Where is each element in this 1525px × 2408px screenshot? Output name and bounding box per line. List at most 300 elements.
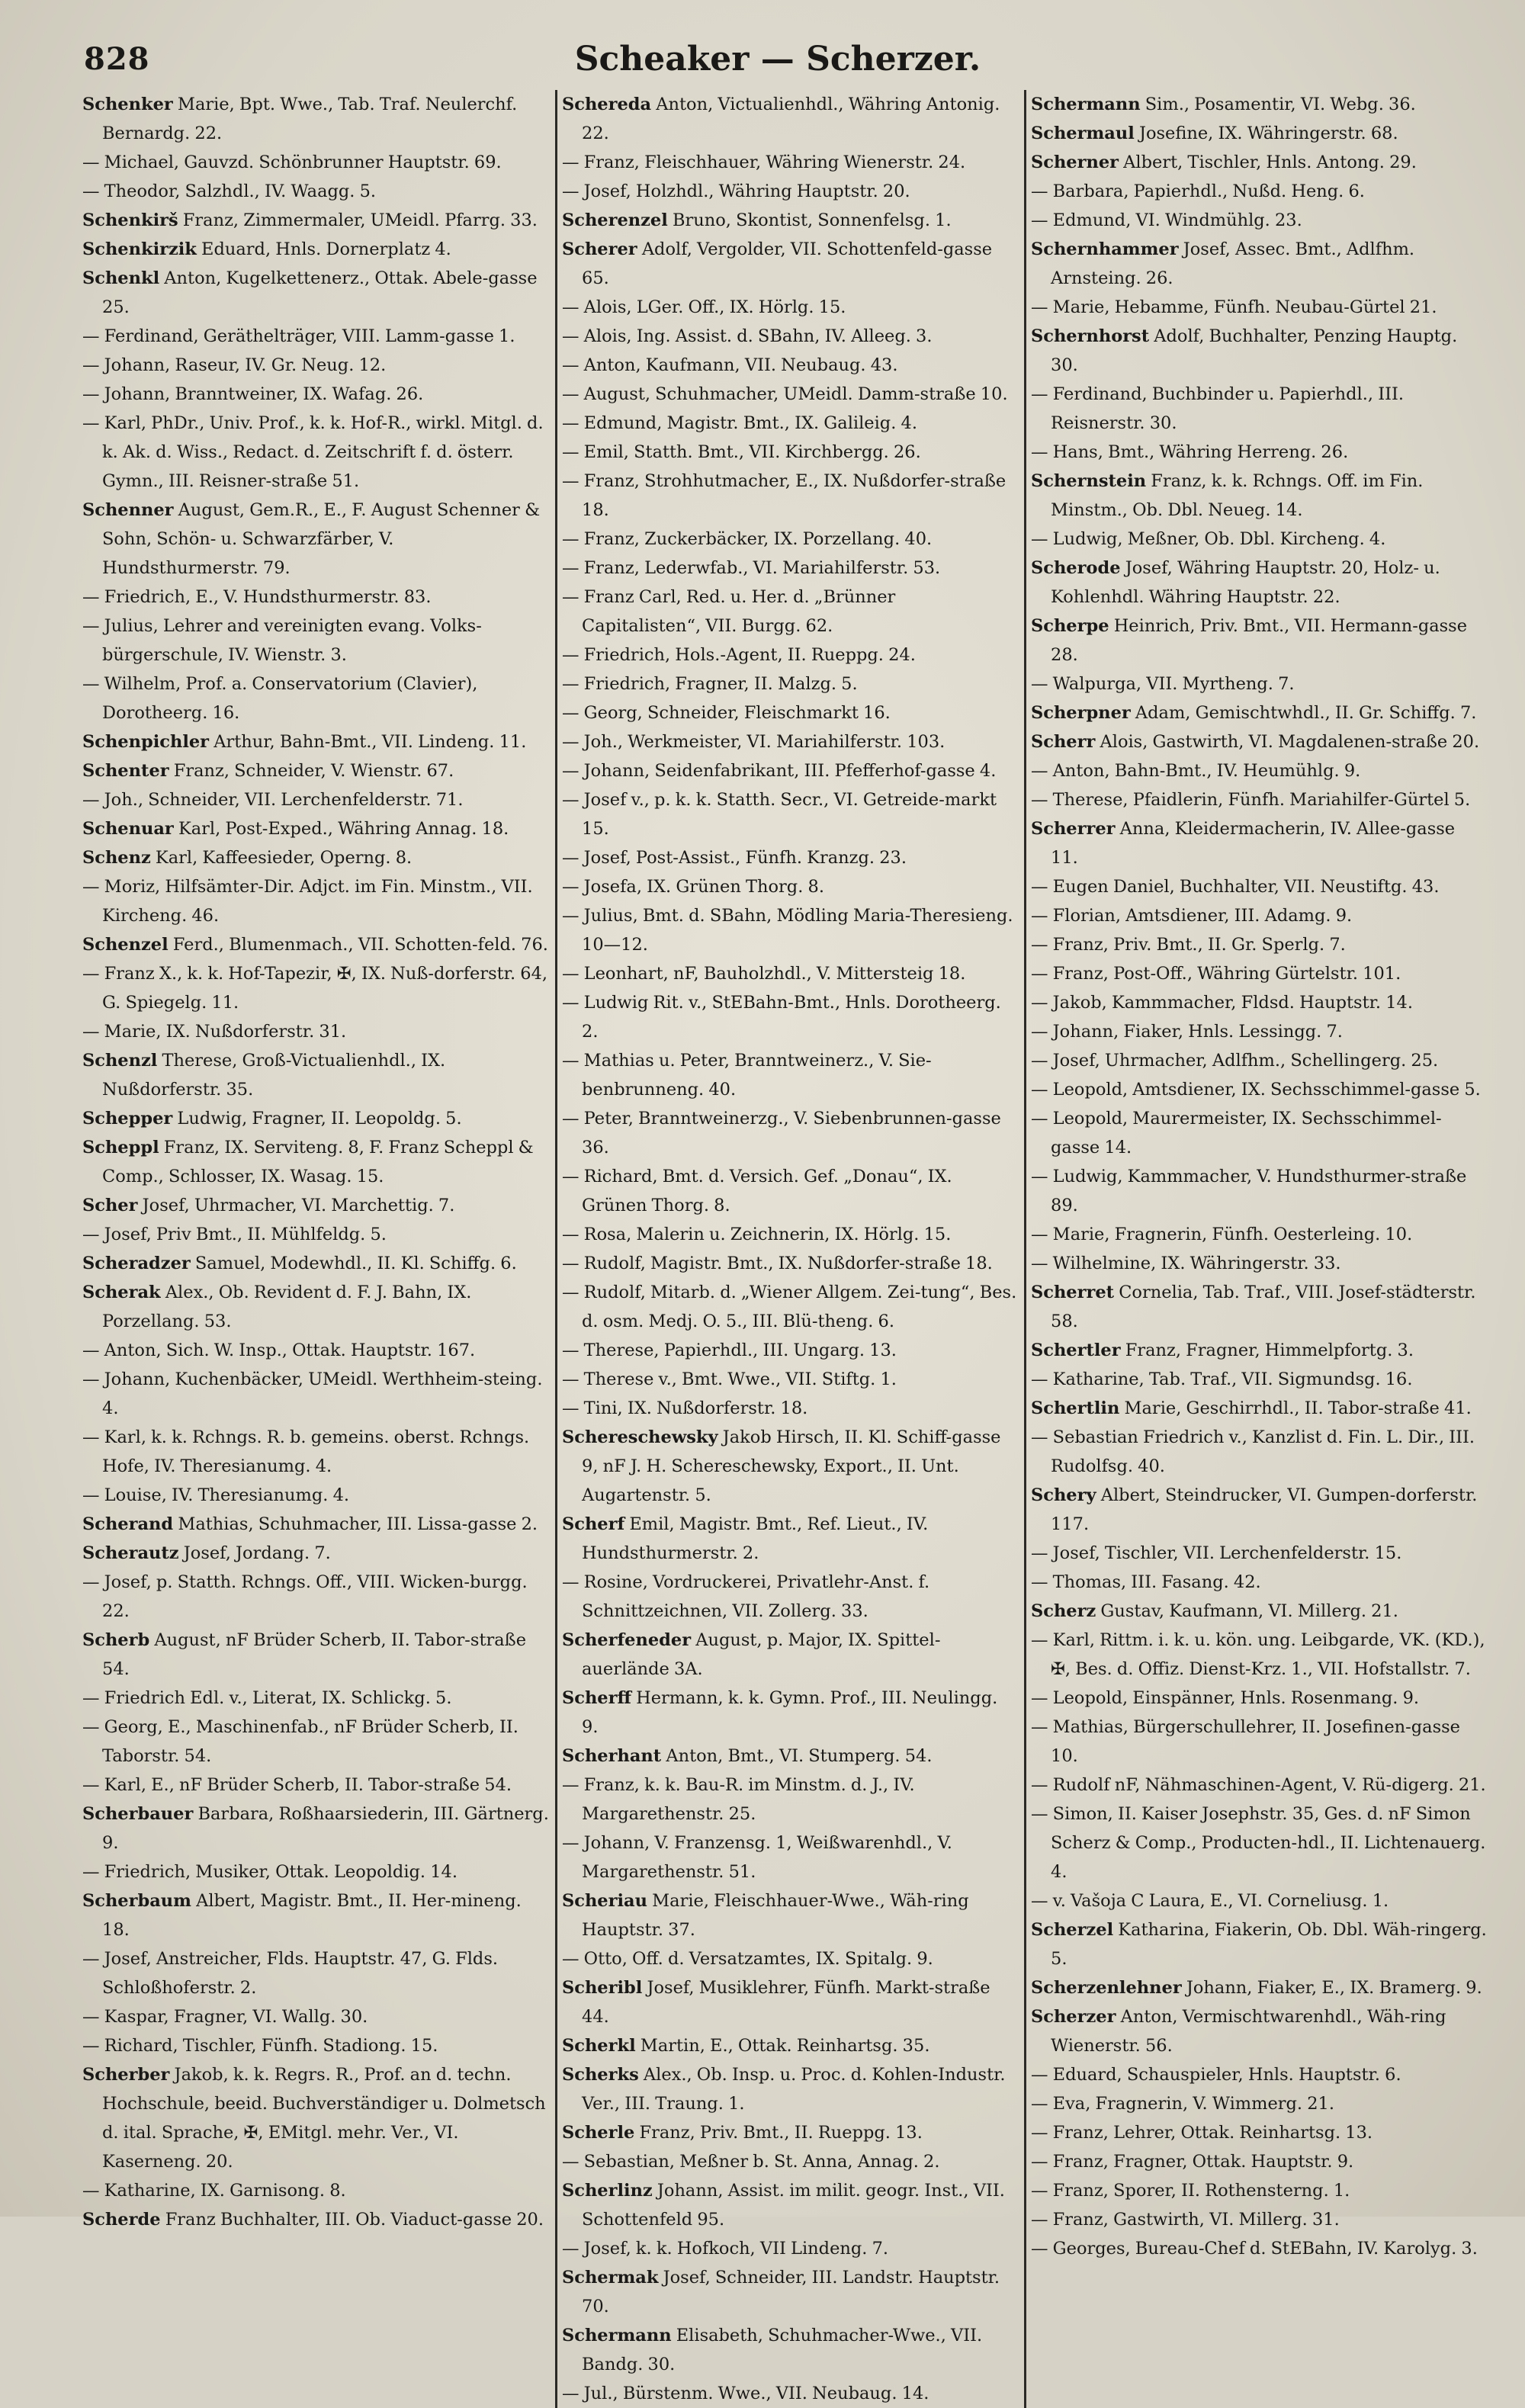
entry-details: Albert, Tischler, Hnls. Antong. 29. — [1123, 153, 1417, 172]
entry-details: — Franz X., k. k. Hof-Tapezir, ✠, IX. Nuß-dorferstr. 64, G. Spiegelg. 11. — [82, 964, 548, 1013]
entry-details: — Johann, Seidenfabrikant, III. Pfefferhof-gasse 4. — [562, 761, 997, 781]
entry-surname: Scherle — [562, 2123, 635, 2143]
entry-surname: Scherbaum — [82, 1891, 191, 1911]
entry-details: Arthur, Bahn-Bmt., VII. Lindeng. 11. — [214, 732, 527, 752]
entry-details: — Franz, Gastwirth, VI. Millerg. 31. — [1031, 2210, 1340, 2230]
entry-surname: Schertler — [1031, 1340, 1121, 1360]
directory-entry — [1031, 90, 1487, 119]
directory-entry — [1031, 1539, 1487, 1568]
entry-details: — August, Schuhmacher, UMeidl. Damm-straße 10. — [562, 384, 1008, 404]
directory-entry — [562, 2263, 1018, 2321]
directory-entry — [82, 90, 549, 148]
directory-entry — [82, 727, 549, 756]
entry-surname: Scherr — [1031, 732, 1096, 752]
directory-entry — [82, 496, 549, 583]
entry-details: Johann, Assist. im milit. geogr. Inst., VII. Schottenfeld 95. — [582, 2181, 1005, 2230]
entry-details: — Georg, E., Maschinenfab., nF Brüder Scherb, II. Taborstr. 54. — [82, 1717, 518, 1766]
entry-details: Ferd., Blumenmach., VII. Schotten-feld. 76. — [172, 935, 548, 955]
directory-entry — [1031, 525, 1487, 554]
directory-entry — [1031, 177, 1487, 206]
directory-entry — [562, 351, 1018, 380]
column-1 — [82, 90, 555, 2408]
directory-entry — [82, 1336, 549, 1365]
directory-entry — [82, 1713, 549, 1771]
directory-entry — [1031, 1973, 1487, 2002]
directory-entry — [562, 669, 1018, 698]
entry-details: — Ferdinand, Buchbinder u. Papierhdl., III. Reisnerstr. 30. — [1031, 384, 1405, 433]
entry-details: — Barbara, Papierhdl., Nußd. Heng. 6. — [1031, 181, 1365, 201]
entry-details: — Josef, p. Statth. Rchngs. Off., VIII. Wicken-burgg. 22. — [82, 1572, 528, 1621]
entry-details: — Franz, Zuckerbäcker, IX. Porzellang. 40. — [562, 529, 933, 549]
directory-entry — [82, 785, 549, 814]
directory-entry — [1031, 235, 1487, 293]
entry-details: — Edmund, Magistr. Bmt., IX. Galileig. 4. — [562, 413, 917, 433]
entry-surname: Schermaul — [1031, 124, 1135, 143]
entry-details: Emil, Magistr. Bmt., Ref. Lieut., IV. Hundsthurmerstr. 2. — [582, 1514, 929, 1563]
directory-entry — [562, 322, 1018, 351]
entry-details: Franz, Zimmermaler, UMeidl. Pfarrg. 33. — [182, 210, 538, 230]
entry-details: — Simon, II. Kaiser Josephstr. 35, Ges. d. nF Simon Scherz & Comp., Producten-hdl., II. Lichtenauerg. 4. — [1031, 1804, 1486, 1882]
entry-surname: Scheriau — [562, 1891, 647, 1911]
entry-details: — Julius, Lehrer and vereinigten evang. Volks-bürgerschule, IV. Wienstr. 3. — [82, 616, 482, 665]
directory-entry — [82, 409, 549, 496]
directory-entry — [1031, 2060, 1487, 2089]
entry-surname: Schepper — [82, 1109, 173, 1129]
entry-details: — Franz, Lederwfab., VI. Mariahilferstr. 53. — [562, 558, 941, 578]
directory-entry — [82, 959, 549, 1017]
directory-entry — [562, 2031, 1018, 2060]
directory-entry — [1031, 930, 1487, 959]
directory-entry — [562, 2379, 1018, 2408]
entry-details: — Franz, Sporer, II. Rothensterng. 1. — [1031, 2181, 1350, 2201]
entry-details: — Johann, V. Franzensg. 1, Weißwarenhdl., V. Margarethenstr. 51. — [562, 1833, 952, 1882]
directory-entry — [1031, 1800, 1487, 1886]
directory-entry — [82, 1539, 549, 1568]
entry-details: Martin, E., Ottak. Reinhartsg. 35. — [640, 2036, 930, 2056]
directory-entry — [82, 2205, 549, 2234]
entry-surname: Scherz — [1031, 1601, 1096, 1621]
entry-details: — Johann, Raseur, IV. Gr. Neug. 12. — [82, 355, 387, 375]
entry-details: — Theodor, Salzhdl., IV. Waagg. 5. — [82, 181, 377, 201]
directory-entry — [1031, 1162, 1487, 1220]
directory-entry — [562, 1394, 1018, 1423]
directory-entry — [562, 438, 1018, 467]
entry-details: — Franz Carl, Red. u. Her. d. „Brünner Capitalisten“, VII. Burgg. 62. — [562, 587, 896, 636]
directory-entry — [562, 177, 1018, 206]
directory-entry — [82, 1104, 549, 1133]
entry-details: — Friedrich Edl. v., Literat, IX. Schlickg. 5. — [82, 1688, 452, 1708]
directory-entry — [1031, 1104, 1487, 1162]
entry-details: — Friedrich, Hols.-Agent, II. Rueppg. 24. — [562, 645, 916, 665]
directory-entry — [1031, 2002, 1487, 2060]
entry-surname: Schenzel — [82, 935, 169, 955]
directory-entry — [1031, 1713, 1487, 1771]
entry-details: — Rudolf, Mitarb. d. „Wiener Allgem. Zei-tung“, Bes. d. osm. Medj. O. 5., III. Blü-theng. 6. — [562, 1283, 1017, 1331]
directory-entry — [82, 235, 549, 264]
entry-details: — Leopold, Amtsdiener, IX. Sechsschimmel-gasse 5. — [1031, 1080, 1481, 1100]
directory-entry — [82, 322, 549, 351]
directory-entry — [562, 293, 1018, 322]
entry-surname: Scherner — [1031, 153, 1119, 172]
entry-details: — v. Vašoja C Laura, E., VI. Corneliusg. 1. — [1031, 1891, 1389, 1911]
entry-details: Anton, Bmt., VI. Stumperg. 54. — [666, 1746, 933, 1766]
entry-surname: Schermak — [562, 2268, 659, 2288]
directory-entry — [562, 409, 1018, 438]
directory-entry — [82, 1886, 549, 1944]
entry-surname: Scherf — [562, 1514, 625, 1534]
directory-entry — [82, 206, 549, 235]
entry-details: — Therese, Papierhdl., III. Ungarg. 13. — [562, 1340, 897, 1360]
directory-entry — [82, 1365, 549, 1423]
directory-entry — [1031, 1684, 1487, 1713]
entry-details: Jakob Hirsch, II. Kl. Schiff-gasse 9, nF J. H. Schereschewsky, Export., II. Unt. Augartenstr. 5. — [582, 1427, 1001, 1505]
entry-details: Marie, Fleischhauer-Wwe., Wäh-ring Hauptstr. 37. — [582, 1891, 969, 1940]
entry-surname: Scherenzel — [562, 210, 668, 230]
entry-details: — Karl, k. k. Rchngs. R. b. gemeins. oberst. Rchngs. Hofe, IV. Theresianumg. 4. — [82, 1427, 530, 1476]
entry-details: — Marie, IX. Nußdorferstr. 31. — [82, 1022, 347, 1042]
entry-details: — Julius, Bmt. d. SBahn, Mödling Maria-Theresieng. 10—12. — [562, 906, 1013, 955]
directory-entry — [1031, 2089, 1487, 2118]
directory-entry — [1031, 1017, 1487, 1046]
directory-entry — [82, 1800, 549, 1857]
entry-details: Josef, Musiklehrer, Fünfh. Markt-straße 44. — [582, 1978, 990, 2027]
directory-entry — [82, 930, 549, 959]
entry-details: — Edmund, VI. Windmühlg. 23. — [1031, 210, 1302, 230]
directory-entry — [1031, 1075, 1487, 1104]
entry-details: — Franz, Fragner, Ottak. Hauptstr. 9. — [1031, 2152, 1354, 2172]
entry-details: Josef, Assec. Bmt., Adlfhm. Arnsteing. 26. — [1051, 239, 1415, 288]
entry-details: — Franz, Post-Off., Währing Gürtelstr. 101. — [1031, 964, 1401, 984]
directory-entry — [82, 177, 549, 206]
directory-entry — [562, 1886, 1018, 1944]
entry-surname: Schenz — [82, 848, 151, 868]
entry-surname: Scherhant — [562, 1746, 662, 1766]
entry-details: — Josef, Uhrmacher, Adlfhm., Schellingerg. 25. — [1031, 1051, 1439, 1071]
entry-details: — Eduard, Schauspieler, Hnls. Hauptstr. 6. — [1031, 2065, 1401, 2085]
directory-entry — [562, 1162, 1018, 1220]
directory-entry — [562, 901, 1018, 959]
entry-details: — Therese, Pfaidlerin, Fünfh. Mariahilfer-Gürtel 5. — [1031, 790, 1471, 810]
entry-surname: Scherff — [562, 1688, 631, 1708]
directory-entry — [82, 756, 549, 785]
entry-details: — Johann, Kuchenbäcker, UMeidl. Werthheim-steing. 4. — [82, 1369, 543, 1418]
entry-details: — Karl, E., nF Brüder Scherb, II. Tabor-straße 54. — [82, 1775, 512, 1795]
entry-details: Adolf, Vergolder, VII. Schottenfeld-gasse 65. — [582, 239, 993, 288]
entry-surname: Scherkl — [562, 2036, 636, 2056]
entry-details: — Marie, Fragnerin, Fünfh. Oesterleing. 10. — [1031, 1225, 1413, 1244]
entry-details: Sim., Posamentir, VI. Webg. 36. — [1145, 95, 1416, 114]
entry-details: — Franz, Fleischhauer, Währing Wienerstr. 24. — [562, 153, 966, 172]
directory-entry — [1031, 554, 1487, 612]
directory-entry — [562, 1742, 1018, 1771]
directory-entry — [1031, 698, 1487, 727]
entry-details: — Emil, Statth. Bmt., VII. Kirchbergg. 26. — [562, 442, 921, 462]
entry-details: — Franz, Lehrer, Ottak. Reinhartsg. 13. — [1031, 2123, 1373, 2143]
directory-entry — [562, 2118, 1018, 2147]
directory-entry — [562, 988, 1018, 1046]
directory-entry — [82, 1278, 549, 1336]
entry-surname: Scherret — [1031, 1283, 1115, 1302]
entry-details: — Katharine, IX. Garnisong. 8. — [82, 2181, 346, 2201]
directory-entry — [1031, 380, 1487, 438]
entry-details: Albert, Magistr. Bmt., II. Her-mineng. 18. — [102, 1891, 522, 1940]
entry-details: — Johann, Branntweiner, IX. Wafag. 26. — [82, 384, 424, 404]
directory-entry — [82, 380, 549, 409]
entry-details: — Eugen Daniel, Buchhalter, VII. Neustiftg. 43. — [1031, 877, 1440, 897]
directory-entry — [1031, 1365, 1487, 1394]
entry-surname: Scheradzer — [82, 1254, 191, 1273]
entry-details: — Josefa, IX. Grünen Thorg. 8. — [562, 877, 824, 897]
directory-entry — [562, 2321, 1018, 2379]
directory-entry — [1031, 2234, 1487, 2263]
entry-details: August, Gem.R., E., F. August Schenner & Sohn, Schön- u. Schwarzfärber, V. Hundsthurmerstr. 79. — [102, 500, 541, 578]
directory-entry — [562, 698, 1018, 727]
entry-details: — Franz, k. k. Bau-R. im Minstm. d. J., IV. Margarethenstr. 25. — [562, 1775, 915, 1824]
entry-surname: Scherfeneder — [562, 1630, 692, 1650]
directory-entry — [1031, 1249, 1487, 1278]
entry-details: Gustav, Kaufmann, VI. Millerg. 21. — [1100, 1601, 1398, 1621]
directory-entry — [562, 467, 1018, 525]
directory-entry — [1031, 1771, 1487, 1800]
entry-surname: Scherbauer — [82, 1804, 194, 1824]
entry-surname: Schenter — [82, 761, 169, 781]
directory-entry — [562, 1336, 1018, 1365]
entry-details: — Eva, Fragnerin, V. Wimmerg. 21. — [1031, 2094, 1335, 2114]
entry-surname: Scherak — [82, 1283, 161, 1302]
entry-details: — Josef, Priv Bmt., II. Mühlfeldg. 5. — [82, 1225, 387, 1244]
entry-surname: Scheribl — [562, 1978, 643, 1998]
entry-surname: Scherzer — [1031, 2007, 1116, 2027]
directory-entry — [82, 1684, 549, 1713]
entry-surname: Scherer — [562, 239, 637, 259]
entry-details: — Josef, Tischler, VII. Lerchenfelderstr. 15. — [1031, 1543, 1402, 1563]
entry-details: — Josef, Anstreicher, Flds. Hauptstr. 47, G. Flds. Schloßhoferstr. 2. — [82, 1949, 499, 1998]
entry-details: — Anton, Sich. W. Insp., Ottak. Hauptstr. 167. — [82, 1340, 476, 1360]
directory-entry — [562, 2147, 1018, 2176]
directory-entry — [82, 1568, 549, 1626]
entry-details: Barbara, Roßhaarsiederin, III. Gärtnerg. 9. — [102, 1804, 549, 1853]
directory-entry — [562, 1771, 1018, 1828]
directory-entry — [82, 1249, 549, 1278]
entry-surname: Scherde — [82, 2210, 161, 2230]
directory-entry — [562, 785, 1018, 843]
directory-entry — [82, 583, 549, 612]
directory-entry — [562, 1423, 1018, 1510]
directory-entry — [1031, 872, 1487, 901]
entry-details: — Josef v., p. k. k. Statth. Secr., VI. Getreide-markt 15. — [562, 790, 997, 839]
entry-details: — Peter, Branntweinerzg., V. Siebenbrunnen-gasse 36. — [562, 1109, 1001, 1157]
directory-entry — [82, 1944, 549, 2002]
entry-details: Anton, Kugelkettenerz., Ottak. Abele-gasse 25. — [102, 268, 538, 317]
entry-details: — Jul., Bürstenm. Wwe., VII. Neubaug. 14. — [562, 2384, 929, 2403]
entry-details: — Karl, Rittm. i. k. u. kön. ung. Leibgarde, VK. (KD.), ✠, Bes. d. Offiz. Dienst-Krz. 1., VII. Hofstallstr. 7. — [1031, 1630, 1485, 1679]
entry-details: — Mathias, Bürgerschullehrer, II. Josefinen-gasse 10. — [1031, 1717, 1460, 1766]
entry-surname: Schereda — [562, 95, 652, 114]
entry-surname: Schenkirš — [82, 210, 178, 230]
entry-details: — Therese v., Bmt. Wwe., VII. Stiftg. 1. — [562, 1369, 897, 1389]
directory-entry — [82, 1481, 549, 1510]
directory-entry — [1031, 727, 1487, 756]
entry-details: Bruno, Skontist, Sonnenfelsg. 1. — [672, 210, 952, 230]
entry-surname: Schenuar — [82, 819, 174, 839]
directory-entry — [562, 1973, 1018, 2031]
entry-details: — Mathias u. Peter, Branntweinerz., V. Sie-benbrunneng. 40. — [562, 1051, 932, 1100]
entry-details: Franz, IX. Serviteng. 8, F. Franz Scheppl & Comp., Schlosser, IX. Wasag. 15. — [102, 1138, 534, 1186]
directory-entry — [82, 1626, 549, 1684]
entry-details: Jakob, k. k. Regrs. R., Prof. an d. techn. Hochschule, beeid. Buchverständiger u. Dolmetsch d. ital. Sprache, ✠, EMitgl. mehr. Ver., VI. Kaserneng. 20. — [102, 2065, 546, 2172]
directory-entry — [562, 727, 1018, 756]
entry-details: — Joh., Werkmeister, VI. Mariahilferstr. 103. — [562, 732, 946, 752]
entry-details: — Anton, Kaufmann, VII. Neubaug. 43. — [562, 355, 898, 375]
directory-entry — [82, 2060, 549, 2176]
entry-details: — Michael, Gauvzd. Schönbrunner Hauptstr. 69. — [82, 153, 502, 172]
column-3 — [1024, 90, 1493, 2408]
entry-surname: Schereschewsky — [562, 1427, 718, 1447]
directory-entry — [562, 872, 1018, 901]
entry-surname: Scherode — [1031, 558, 1121, 578]
entry-details: — Otto, Off. d. Versatzamtes, IX. Spitalg. 9. — [562, 1949, 933, 1969]
entry-details: — Rudolf nF, Nähmaschinen-Agent, V. Rü-digerg. 21. — [1031, 1775, 1486, 1795]
directory-entry — [1031, 119, 1487, 148]
entry-details: Adam, Gemischtwhdl., II. Gr. Schiffg. 7. — [1135, 703, 1477, 723]
directory-entry — [82, 1017, 549, 1046]
directory-entry — [562, 1510, 1018, 1568]
directory-entry — [562, 1944, 1018, 1973]
entry-details: — Leopold, Maurermeister, IX. Sechsschimmel-gasse 14. — [1031, 1109, 1442, 1157]
entry-details: Adolf, Buchhalter, Penzing Hauptg. 30. — [1051, 326, 1458, 375]
entry-surname: Scherzel — [1031, 1920, 1114, 1940]
directory-entry — [562, 1568, 1018, 1626]
entry-details: — Marie, Hebamme, Fünfh. Neubau-Gürtel 21. — [1031, 297, 1437, 317]
entry-details: Cornelia, Tab. Traf., VIII. Josef-städterstr. 58. — [1051, 1283, 1476, 1331]
entry-details: Franz Buchhalter, III. Ob. Viaduct-gasse 20. — [165, 2210, 544, 2230]
entry-details: — Florian, Amtsdiener, III. Adamg. 9. — [1031, 906, 1353, 926]
directory-entry — [82, 2176, 549, 2205]
directory-entry — [1031, 438, 1487, 467]
entry-details: — Friedrich, Musiker, Ottak. Leopoldig. 14. — [82, 1862, 458, 1882]
entry-details: Josef, Jordang. 7. — [183, 1543, 331, 1563]
directory-entry — [82, 1133, 549, 1191]
entry-details: Josefine, IX. Währingerstr. 68. — [1138, 124, 1398, 143]
entry-details: — Richard, Tischler, Fünfh. Stadiong. 15. — [82, 2036, 438, 2056]
entry-details: Franz, k. k. Rchngs. Off. im Fin. Minstm., Ob. Dbl. Neueg. 14. — [1051, 471, 1424, 520]
entry-details: Heinrich, Priv. Bmt., VII. Hermann-gasse 28. — [1051, 616, 1468, 665]
directory-entry — [562, 206, 1018, 235]
directory-entry — [1031, 2147, 1487, 2176]
entry-surname: Scherpe — [1031, 616, 1109, 636]
entry-details: Ludwig, Fragner, II. Leopoldg. 5. — [177, 1109, 462, 1129]
entry-details: — Karl, PhDr., Univ. Prof., k. k. Hof-R., wirkl. Mitgl. d. k. Ak. d. Wiss., Redact. d. Zeitschrift f. d. österr. Gymn., III. Reisner-straße 51. — [82, 413, 544, 491]
entry-details: Franz, Priv. Bmt., II. Rueppg. 13. — [639, 2123, 923, 2143]
entry-surname: Scher — [82, 1196, 138, 1215]
directory-entry — [82, 351, 549, 380]
directory-entry — [562, 1220, 1018, 1249]
directory-entry — [562, 1828, 1018, 1886]
entry-details: — Ludwig Rit. v., StEBahn-Bmt., Hnls. Dorotheerg. 2. — [562, 993, 1001, 1042]
directory-entry — [82, 264, 549, 322]
entry-details: Karl, Kaffeesieder, Operng. 8. — [155, 848, 413, 868]
entry-details: August, nF Brüder Scherb, II. Tabor-straße 54. — [102, 1630, 527, 1679]
entry-details: — Anton, Bahn-Bmt., IV. Heumühlg. 9. — [1031, 761, 1361, 781]
directory-entry — [1031, 814, 1487, 872]
entry-details: — Johann, Fiaker, Hnls. Lessingg. 7. — [1031, 1022, 1343, 1042]
entry-details: — Sebastian Friedrich v., Kanzlist d. Fin. L. Dir., III. Rudolfsg. 40. — [1031, 1427, 1475, 1476]
directory-entry — [562, 1684, 1018, 1742]
directory-entry — [1031, 2118, 1487, 2147]
directory-entry — [1031, 322, 1487, 380]
entry-details: Josef, Uhrmacher, VI. Marchettig. 7. — [142, 1196, 455, 1215]
directory-entry — [1031, 1336, 1487, 1365]
entry-details: Anton, Victualienhdl., Währing Antonig. 22. — [582, 95, 1000, 143]
directory-entry — [562, 1104, 1018, 1162]
directory-entry — [562, 2234, 1018, 2263]
entry-details: — Ludwig, Meßner, Ob. Dbl. Kircheng. 4. — [1031, 529, 1386, 549]
directory-entry — [82, 612, 549, 669]
directory-entry — [1031, 1423, 1487, 1481]
directory-entry — [562, 525, 1018, 554]
entry-details: Alois, Gastwirth, VI. Magdalenen-straße 20. — [1100, 732, 1480, 752]
directory-entry — [82, 1423, 549, 1481]
entry-details: Albert, Steindrucker, VI. Gumpen-dorferstr. 117. — [1051, 1485, 1478, 1534]
directory-entry — [562, 1278, 1018, 1336]
directory-entry — [1031, 293, 1487, 322]
entry-surname: Scherand — [82, 1514, 174, 1534]
entry-surname: Schertlin — [1031, 1398, 1120, 1418]
entry-details: Alex., Ob. Revident d. F. J. Bahn, IX. Porzellang. 53. — [102, 1283, 472, 1331]
directory-entry — [1031, 1626, 1487, 1684]
entry-details: — Leopold, Einspänner, Hnls. Rosenmang. 9. — [1031, 1688, 1420, 1708]
entry-details: Samuel, Modewhdl., II. Kl. Schiffg. 6. — [194, 1254, 517, 1273]
entry-surname: Schenzl — [82, 1051, 158, 1071]
entry-surname: Schenpichler — [82, 732, 210, 752]
directory-entry — [82, 2002, 549, 2031]
directory-entry — [1031, 1394, 1487, 1423]
entry-details: — Ferdinand, Geräthelträger, VIII. Lamm-gasse 1. — [82, 326, 515, 346]
directory-entry — [562, 148, 1018, 177]
entry-surname: Schenkirzik — [82, 239, 197, 259]
entry-details: Mathias, Schuhmacher, III. Lissa-gasse 2. — [178, 1514, 538, 1534]
page-number: 828 — [84, 41, 150, 77]
entry-details: — Georges, Bureau-Chef d. StEBahn, IV. Karolyg. 3. — [1031, 2239, 1478, 2259]
entry-details: Johann, Fiaker, E., IX. Bramerg. 9. — [1186, 1978, 1482, 1998]
entry-details: Marie, Geschirrhdl., II. Tabor-straße 41. — [1124, 1398, 1472, 1418]
entry-details: — Ludwig, Kammmacher, V. Hundsthurmer-straße 89. — [1031, 1167, 1467, 1215]
entry-details: — Rosa, Malerin u. Zeichnerin, IX. Hörlg. 15. — [562, 1225, 952, 1244]
entry-details: — Hans, Bmt., Währing Herreng. 26. — [1031, 442, 1349, 462]
directory-entry — [82, 1220, 549, 1249]
directory-entry — [562, 1626, 1018, 1684]
directory-entry — [1031, 1568, 1487, 1597]
entry-details: Hermann, k. k. Gymn. Prof., III. Neulingg. 9. — [582, 1688, 998, 1737]
page-header — [84, 37, 1472, 82]
column-2 — [555, 90, 1024, 2408]
directory-entry — [562, 90, 1018, 148]
entry-details: — Kaspar, Fragner, VI. Wallg. 30. — [82, 2007, 368, 2027]
entry-details: — Tini, IX. Nußdorferstr. 18. — [562, 1398, 808, 1418]
entry-surname: Scherrer — [1031, 819, 1116, 839]
entry-details: August, p. Major, IX. Spittel-auerlände 3A. — [582, 1630, 941, 1679]
entry-surname: Scherautz — [82, 1543, 179, 1563]
entry-details: — Rosine, Vordruckerei, Privatlehr-Anst. f. Schnittzeichnen, VII. Zollerg. 33. — [562, 1572, 930, 1621]
entry-details: — Katharine, Tab. Traf., VII. Sigmundsg. 16. — [1031, 1369, 1413, 1389]
entry-surname: Schermann — [1031, 95, 1141, 114]
directory-entry — [562, 1046, 1018, 1104]
directory-entry — [82, 1771, 549, 1800]
directory-entry — [1031, 206, 1487, 235]
entry-details: — Richard, Bmt. d. Versich. Gef. „Donau“, IX. Grünen Thorg. 8. — [562, 1167, 952, 1215]
entry-surname: Schernhorst — [1031, 326, 1150, 346]
entry-details: Elisabeth, Schuhmacher-Wwe., VII. Bandg. 30. — [582, 2326, 983, 2374]
